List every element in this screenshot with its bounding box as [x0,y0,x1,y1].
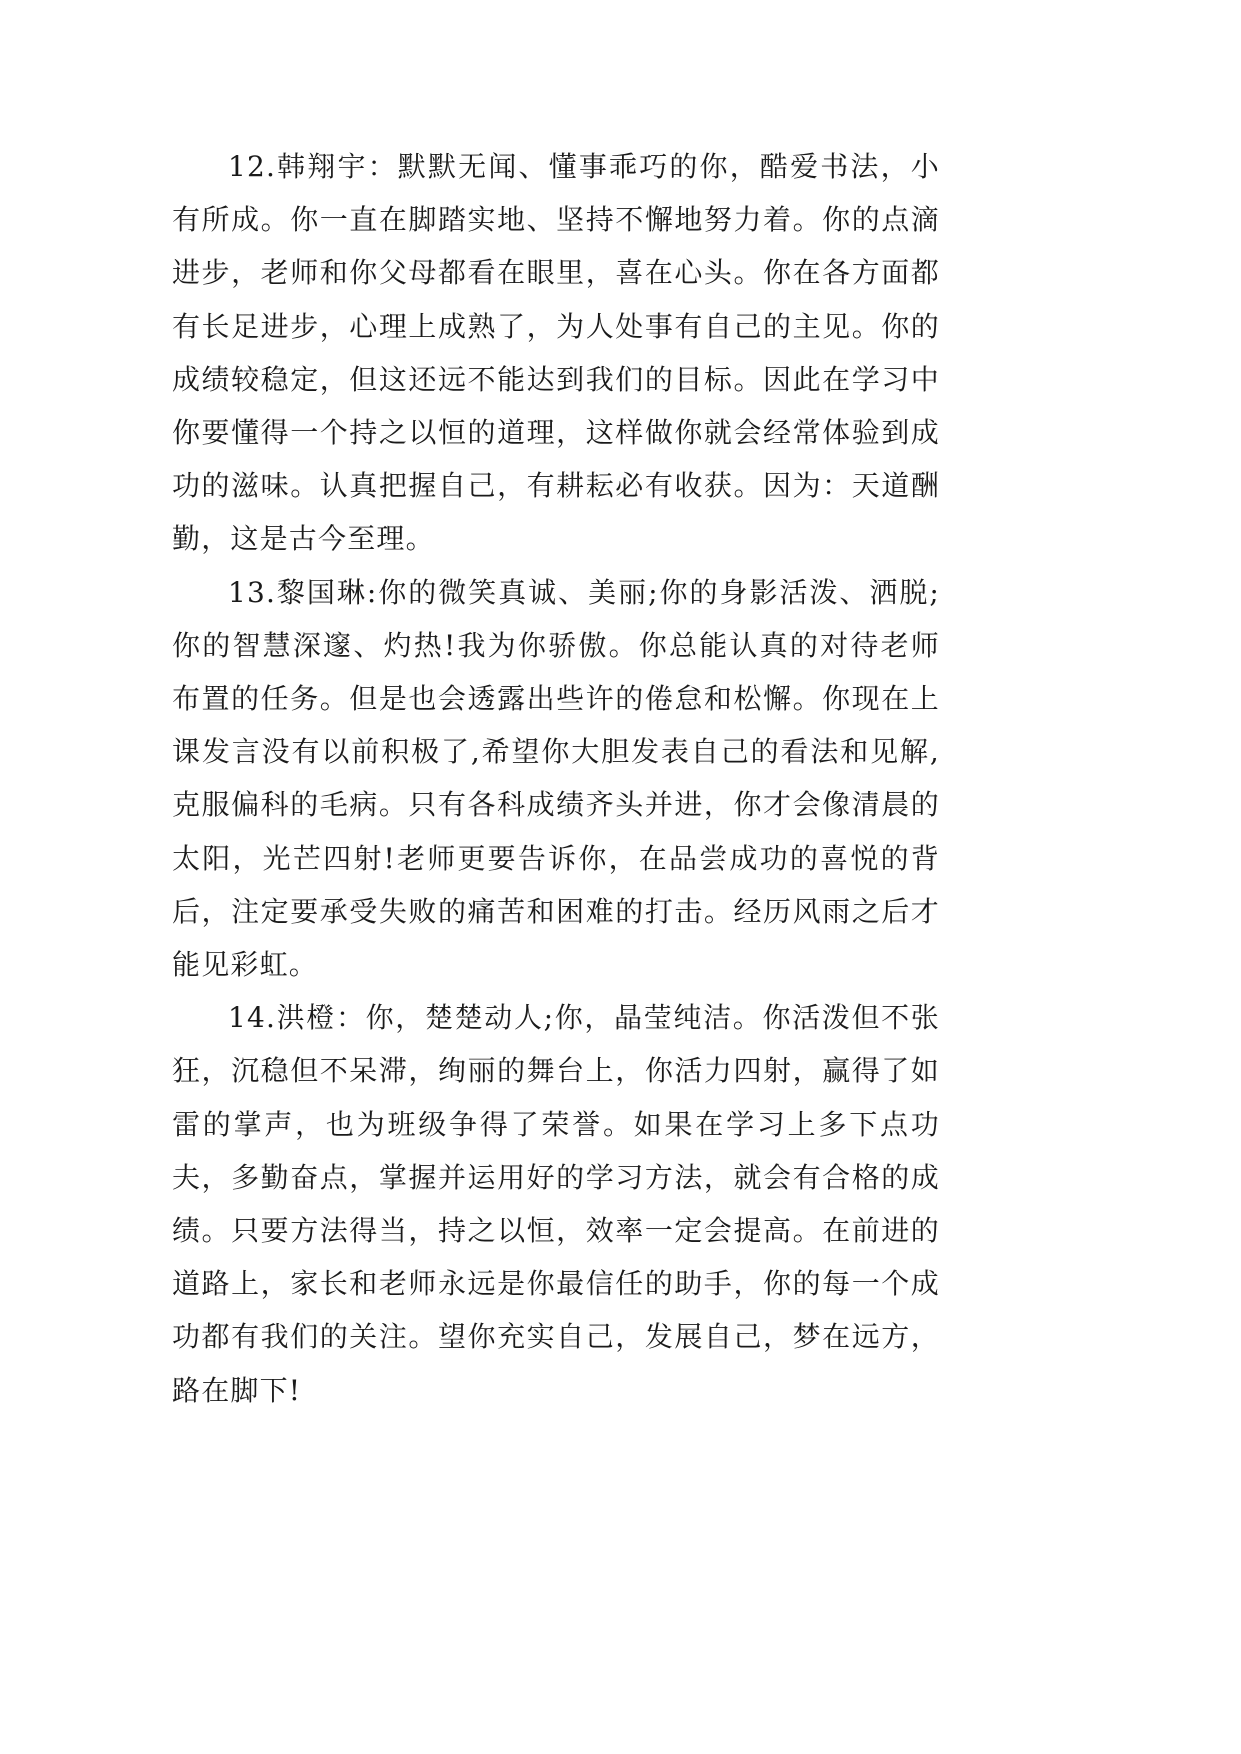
comment-paragraph-14: 14.洪橙：你，楚楚动人;你，晶莹纯洁。你活泼但不张狂，沉稳但不呆滞，绚丽的舞台上，你活力四射，赢得了如雷的掌声，也为班级争得了荣誉。如果在学习上多下点功夫，多勤奋点，掌握并运用好的学习方法，就会有合格的成绩。只要方法得当，持之以恒，效率一定会提高。在前进的道路上，家长和老师永远是你最信任的助手，你的每一个成功都有我们的关注。望你充实自己，发展自己，梦在远方，路在脚下! [172,1001,940,1407]
comment-paragraph-13: 13.黎国琳:你的微笑真诚、美丽;你的身影活泼、洒脱;你的智慧深邃、灼热!我为你骄傲。你总能认真的对待老师布置的任务。但是也会透露出些许的倦怠和松懈。你现在上课发言没有以前积极了,希望你大胆发表自己的看法和见解,克服偏科的毛病。只有各科成绩齐头并进，你才会像清晨的太阳，光芒四射!老师更要告诉你，在品尝成功的喜悦的背后，注定要承受失败的痛苦和困难的打击。经历风雨之后才能见彩虹。 [172,575,940,982]
document-body [172,140,940,1417]
comment-paragraph-12: 12.韩翔宇：默默无闻、懂事乖巧的你，酷爱书法，小有所成。你一直在脚踏实地、坚持不懈地努力着。你的点滴进步，老师和你父母都看在眼里，喜在心头。你在各方面都有长足进步，心理上成熟了，为人处事有自己的主见。你的成绩较稳定，但这还远不能达到我们的目标。因此在学习中你要懂得一个持之以恒的道理，这样做你就会经常体验到成功的滋味。认真把握自己，有耕耘必有收获。因为：天道酬勤，这是古今至理。 [172,150,940,556]
